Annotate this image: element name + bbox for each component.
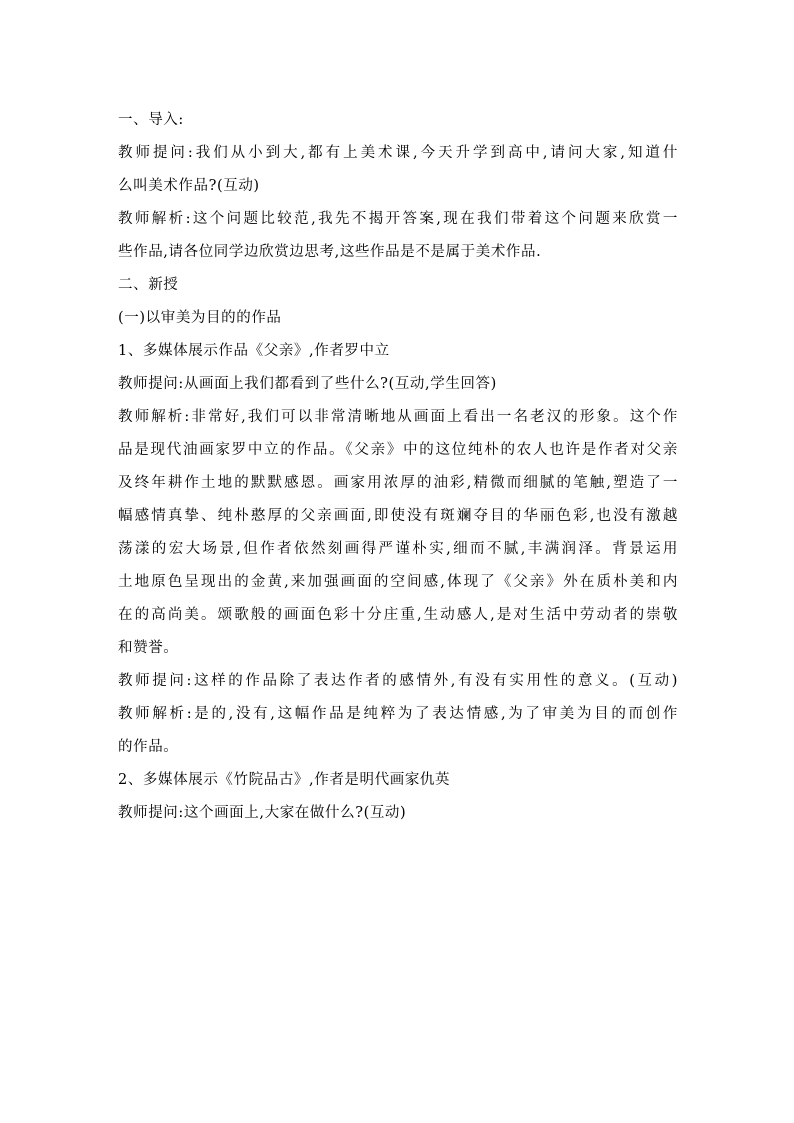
section-heading-new: 二、新授: [118, 277, 179, 293]
paragraph-line: 和赞誉。: [118, 640, 179, 656]
item-heading: 2、多媒体展示《竹院品古》,作者是明代画家仇英: [118, 772, 451, 788]
paragraph-line: 教师提问:这个画面上,大家在做什么?(互动): [118, 805, 407, 821]
paragraph-line: 土地原色呈现出的金黄,来加强画面的空间感,体现了《父亲》外在质朴美和内: [118, 574, 678, 590]
document-body: [118, 104, 678, 830]
paragraph-line: 么叫美术作品?(互动): [118, 178, 260, 194]
paragraph-line: 及终年耕作土地的默默感恩。画家用浓厚的油彩,精微而细腻的笔触,塑造了一: [118, 475, 678, 491]
paragraph-line: 教师解析:是的,没有,这幅作品是纯粹为了表达情感,为了审美为目的而创作: [118, 706, 678, 722]
item-heading: 1、多媒体展示作品《父亲》,作者罗中立: [118, 343, 390, 359]
subsection-heading: (一)以审美为目的的作品: [118, 310, 282, 326]
paragraph-line: 在的高尚美。颂歌般的画面色彩十分庄重,生动感人,是对生活中劳动者的崇敬: [118, 607, 678, 623]
paragraph-line: 品是现代油画家罗中立的作品。《父亲》中的这位纯朴的农人也许是作者对父亲: [118, 442, 678, 458]
paragraph-line: 教师提问:我们从小到大,都有上美术课,今天升学到高中,请问大家,知道什: [118, 145, 678, 161]
paragraph-line: 教师解析:这个问题比较范,我先不揭开答案,现在我们带着这个问题来欣赏一: [118, 211, 678, 227]
paragraph-line: 的作品。: [118, 739, 179, 755]
paragraph-line: 教师提问:这样的作品除了表达作者的感情外,有没有实用性的意义。(互动): [118, 673, 678, 689]
section-heading-intro: 一、导入:: [118, 112, 184, 128]
paragraph-line: 教师提问:从画面上我们都看到了些什么?(互动,学生回答): [118, 376, 497, 392]
paragraph-line: 荡漾的宏大场景,但作者依然刻画得严谨朴实,细而不腻,丰满润泽。背景运用: [118, 541, 678, 557]
paragraph-line: 幅感情真挚、纯朴憨厚的父亲画面,即使没有斑斓夺目的华丽色彩,也没有激越: [118, 508, 678, 524]
paragraph-line: 些作品,请各位同学边欣赏边思考,这些作品是不是属于美术作品.: [118, 244, 542, 260]
paragraph-line: 教师解析:非常好,我们可以非常清晰地从画面上看出一名老汉的形象。这个作: [118, 409, 678, 425]
